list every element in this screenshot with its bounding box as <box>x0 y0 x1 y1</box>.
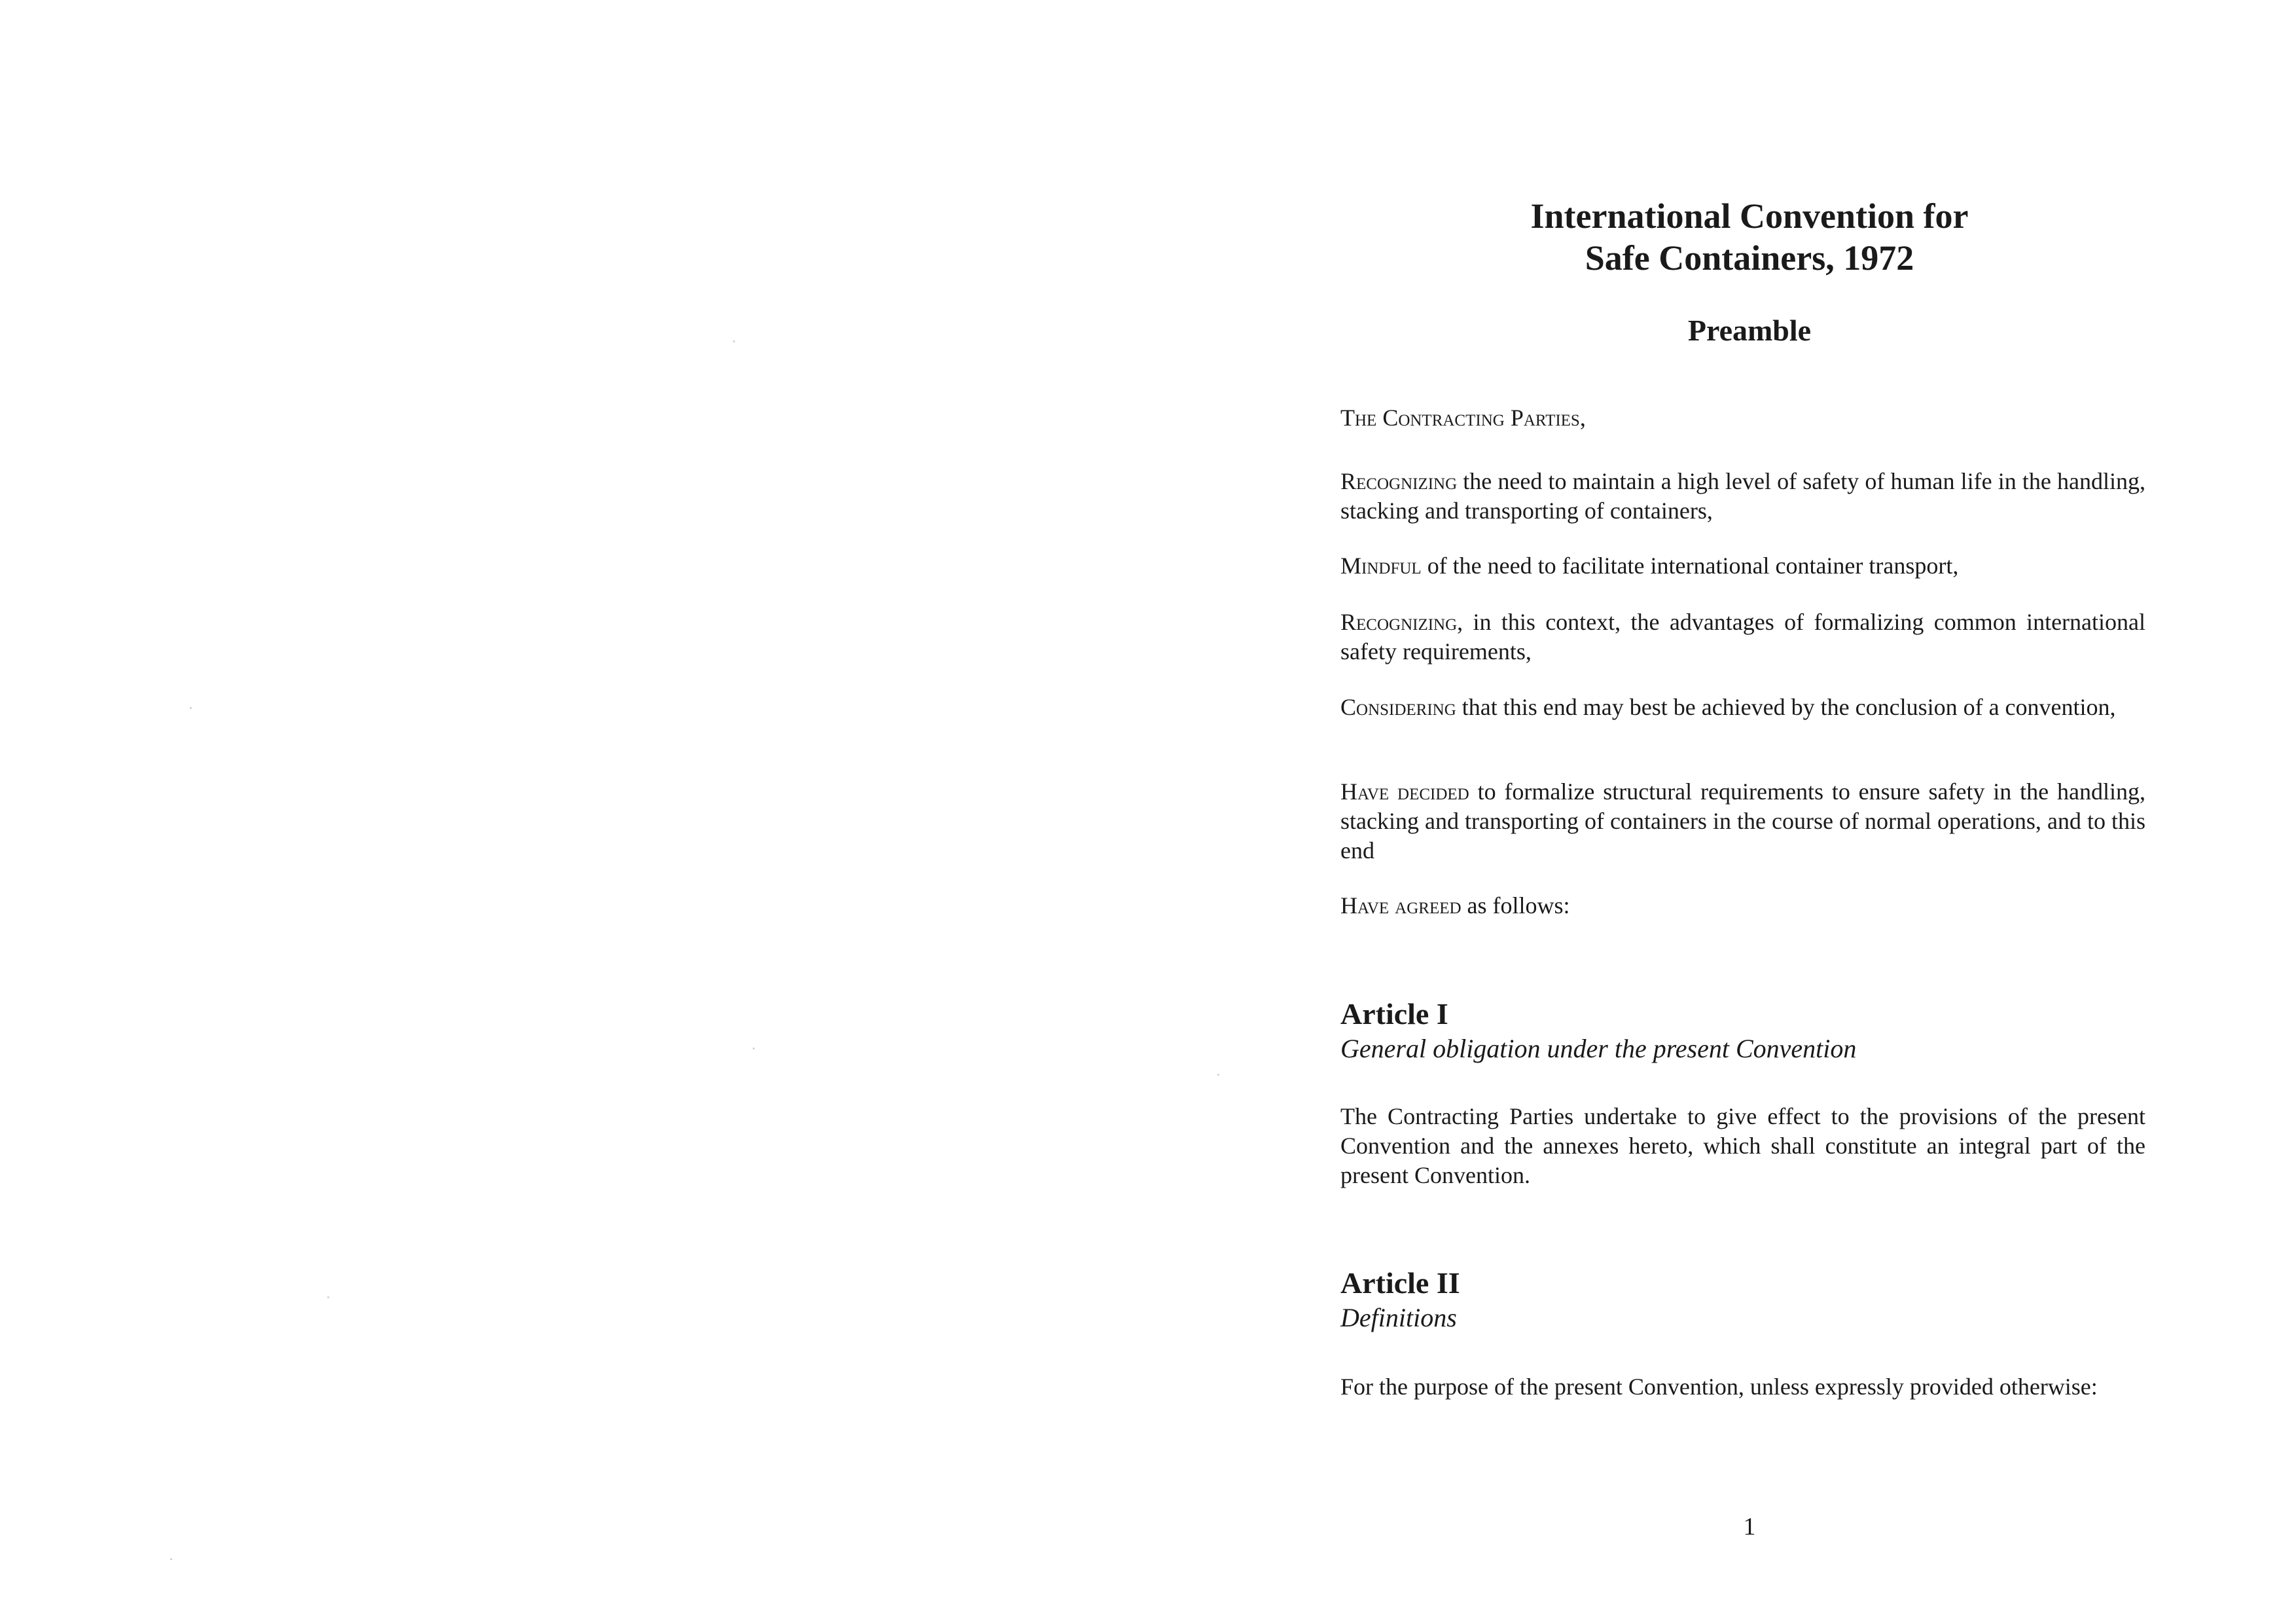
preamble-lead: Recognizing <box>1340 609 1458 635</box>
preamble-paragraph-6 <box>1340 777 2145 866</box>
preamble-text: as follows: <box>1461 892 1570 919</box>
article-1-body: The Contracting Parties undertake to give effect to the provisions of the present Convention and the annexes hereto, which shall constitute an integral part of the present Convention. <box>1340 1103 2145 1188</box>
page-number: 1 <box>1743 1513 1756 1541</box>
preamble-lead: Mindful <box>1340 553 1422 579</box>
article-2-subtitle: Definitions <box>1340 1303 1457 1332</box>
document-page <box>1340 0 2159 1623</box>
preamble-lead: Have agreed <box>1340 892 1462 919</box>
article-1-subtitle: General obligation under the present Convention <box>1340 1034 1857 1063</box>
preamble-text: to formalize structural requirements to ensure safety in the handling, stacking and transporting of containers in the course of normal operations, and to this end <box>1340 778 2145 864</box>
preamble-heading: Preamble <box>1687 314 1812 347</box>
article-2-title: Article II <box>1340 1266 1460 1300</box>
preamble-paragraph-7 <box>1340 891 2145 921</box>
preamble-lead: Have decided <box>1340 778 1469 805</box>
preamble-text: , in this context, the advantages of formalizing common international safety requirements, <box>1340 609 2145 665</box>
preamble-text: that this end may best be achieved by the conclusion of a convention, <box>1456 694 2116 720</box>
title-line-1: International Convention for <box>1530 196 1969 236</box>
preamble-text: the need to maintain a high level of safety of human life in the handling, stacking and transporting of containers, <box>1340 468 2145 524</box>
preamble-lead: Considering <box>1340 694 1456 720</box>
title-line-2: Safe Containers, 1972 <box>1585 238 1914 278</box>
preamble-paragraph-3 <box>1340 551 2145 581</box>
preamble-lead: The Contracting Parties, <box>1340 405 1586 431</box>
preamble-text: of the need to facilitate international container transport, <box>1421 553 1959 579</box>
document-title <box>1340 195 2159 279</box>
preamble-paragraph-1 <box>1340 403 2145 433</box>
article-1-title: Article I <box>1340 997 1448 1030</box>
article-2-body: For the purpose of the present Convention, unless expressly provided otherwise: <box>1340 1374 2098 1400</box>
preamble-lead: Recognizing <box>1340 468 1458 494</box>
preamble-paragraph-4 <box>1340 608 2145 666</box>
preamble-paragraph-5 <box>1340 693 2145 722</box>
preamble-paragraph-2 <box>1340 467 2145 526</box>
